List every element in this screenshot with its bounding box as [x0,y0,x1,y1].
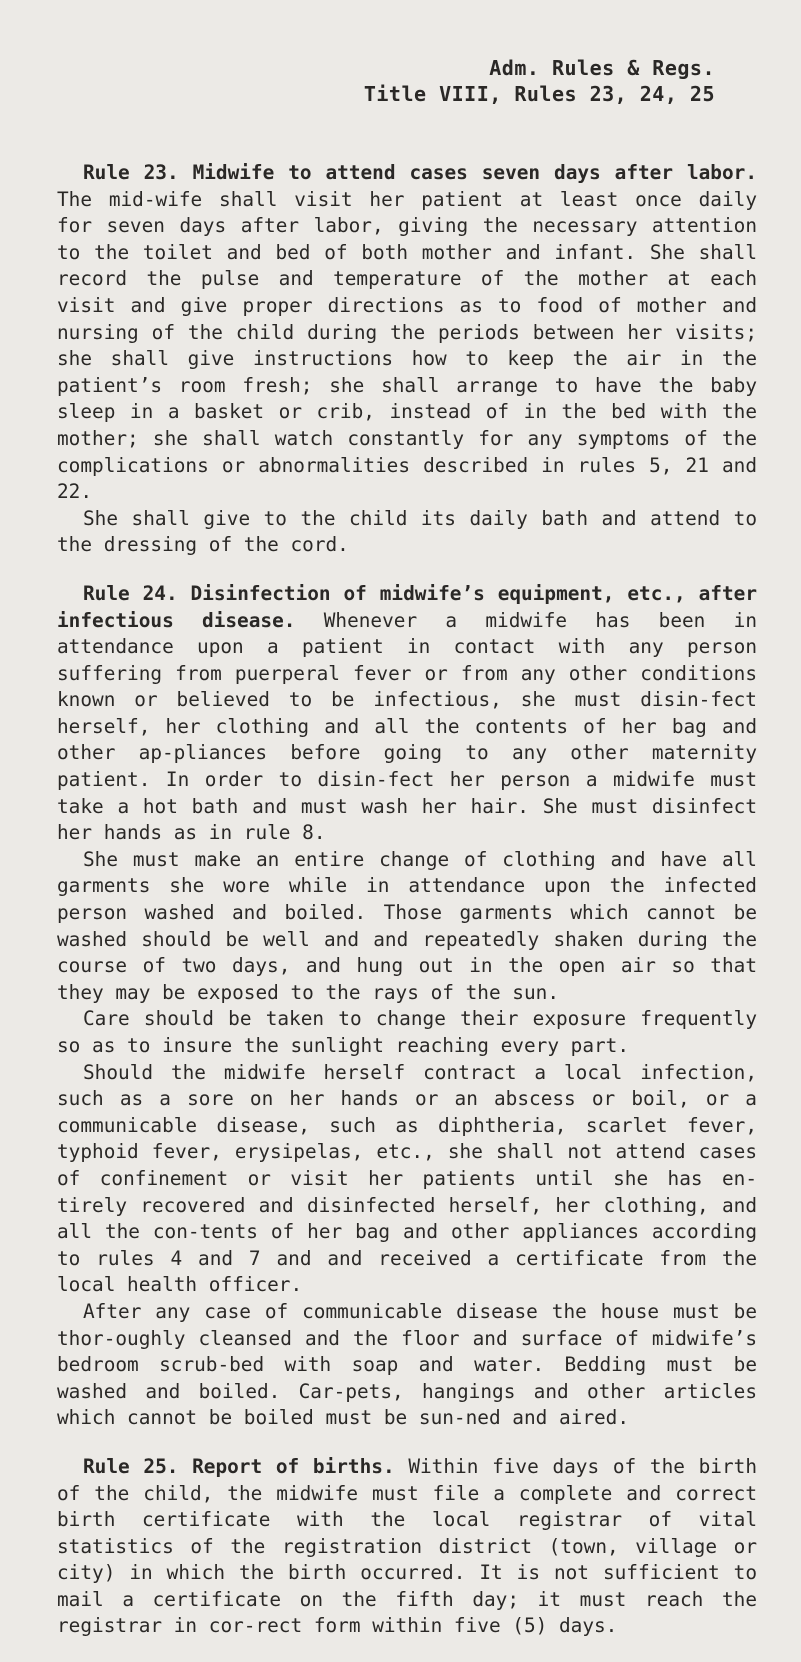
rule-paragraph: Within five days of the birth of the child, the midwife must file a complete and correct birth certificate with the local registrar of vital statistics of the registration district (town, village or city) in which the birth occurred. It is not sufficient to mail a certificate on the fifth day; it must reach the registrar in cor-rect form within five (5) days. [57,1454,757,1638]
rule-title: Rule 23. Midwife to attend cases seven days after labor. [83,161,757,184]
running-header [364,55,715,107]
header-line-1: Adm. Rules & Regs. [489,56,715,80]
rule-24 [57,581,757,1432]
rule-23 [57,160,757,559]
rule-paragraph: Whenever a midwife has been in attendance upon a patient in contact with any person suffering from puerperal fever or from any other conditions known or believed to be infectious, she must disin-fect herself, her clothing and all the contents of her bag and other ap-pliances before going to any other maternity patient. In order to disin-fect her person a midwife must take a hot bath and must wash her hair. She must disinfect her hands as in rule 8. [57,608,757,845]
header-line-2: Title VIII, Rules 23, 24, 25 [363,82,715,106]
rule-25 [57,1454,757,1640]
rule-paragraph: Should the midwife herself contract a local infection, such as a sore on her hands or an abscess or boil, or a communicable disease, such as diphtheria, scarlet fever, typhoid fever, erysipelas, etc., she shall not attend cases of confinement or visit her patients until she has en-tirely recovered and disinfected herself, her clothing, and all the con-tents of her bag and other appliances according to rules 4 and 7 and and received a certificate from the local health officer. [57,1060,757,1297]
rule-paragraph: She shall give to the child its daily bath and attend to the dressing of the cord. [57,506,757,557]
rule-paragraph: After any case of communicable disease the house must be thor-oughly cleansed and the floor and surface of midwife’s bedroom scrub-bed with soap and water. Bedding must be washed and boiled. Car-pets, hangings and other articles which cannot be boiled must be sun-ned and aired. [57,1299,757,1430]
rule-title: Rule 25. Report of births. [83,1454,395,1478]
document-body [57,160,757,1662]
rule-title: Rule 24. Disinfection of midwife’s equipment, etc., after infectious disease. [57,581,757,632]
rule-paragraph: Care should be taken to change their exposure frequently so as to insure the sunlight reaching every part. [57,1007,757,1057]
rule-paragraph: She must make an entire change of clothing and have all garments she wore while in attendance upon the infected person washed and boiled. Those garments which cannot be washed should be well and and repeatedly shaken during the course of two days, and hung out in the open air so that they may be exposed to the rays of the sun. [57,847,757,1004]
rule-paragraph: The mid-wife shall visit her patient at least once daily for seven days after labor, giving the necessary attention to the toilet and bed of both mother and infant. She shall record the pulse and temperature of the mother at each visit and give proper directions as to food of mother and nursing of the child during the periods between her visits; she shall give instructions how to keep the air in the patient’s room fresh; she shall arrange to have the baby sleep in a basket or crib, instead of in the bed with the mother; she shall watch constantly for any symptoms of the complications or abnormalities described in rules 5, 21 and 22. [57,187,757,504]
